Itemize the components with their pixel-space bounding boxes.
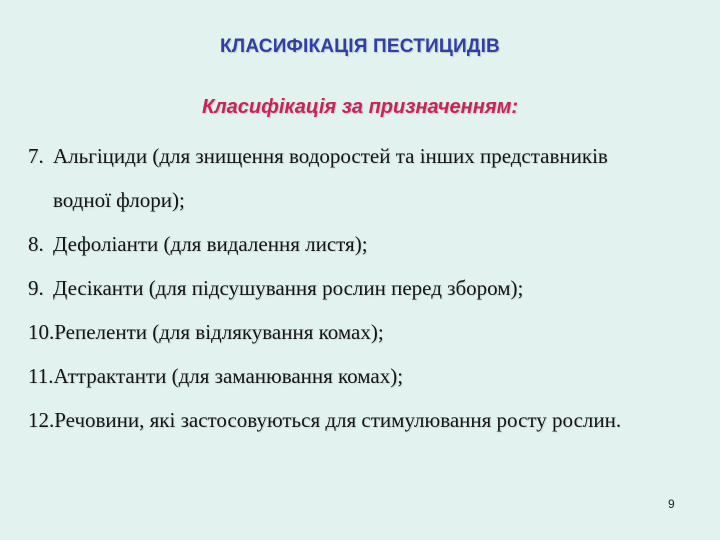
item-text: Речовини, які застосовуються для стимулювання росту рослин. [54,408,622,432]
slide-title: КЛАСИФІКАЦІЯ ПЕСТИЦИДІВ [220,36,500,57]
item-number: 11. [28,364,54,388]
list-item [28,266,708,310]
item-number: 9. [28,276,44,300]
item-text: Альгіциди (для знищення водоростей та інших представників водної флори); [53,144,608,212]
list-item [28,398,708,442]
item-number: 7. [28,144,44,168]
item-text: Дефоліанти (для видалення листя); [53,232,368,256]
page-number: 9 [668,497,675,511]
item-text: Репеленти (для відлякування комах); [54,320,384,344]
list-item [28,222,708,266]
slide-subtitle: Класифікація за призначенням: [201,96,519,118]
list-item [28,310,708,354]
classification-list [28,134,708,442]
item-number: 12. [28,408,55,432]
list-item [28,354,708,398]
item-number: 10. [28,320,55,344]
list-item [28,134,708,222]
item-number: 8. [28,232,44,256]
item-text: Аттрактанти (для заманювання комах); [53,364,404,388]
item-text: Десіканти (для підсушування рослин перед збором); [53,276,524,300]
